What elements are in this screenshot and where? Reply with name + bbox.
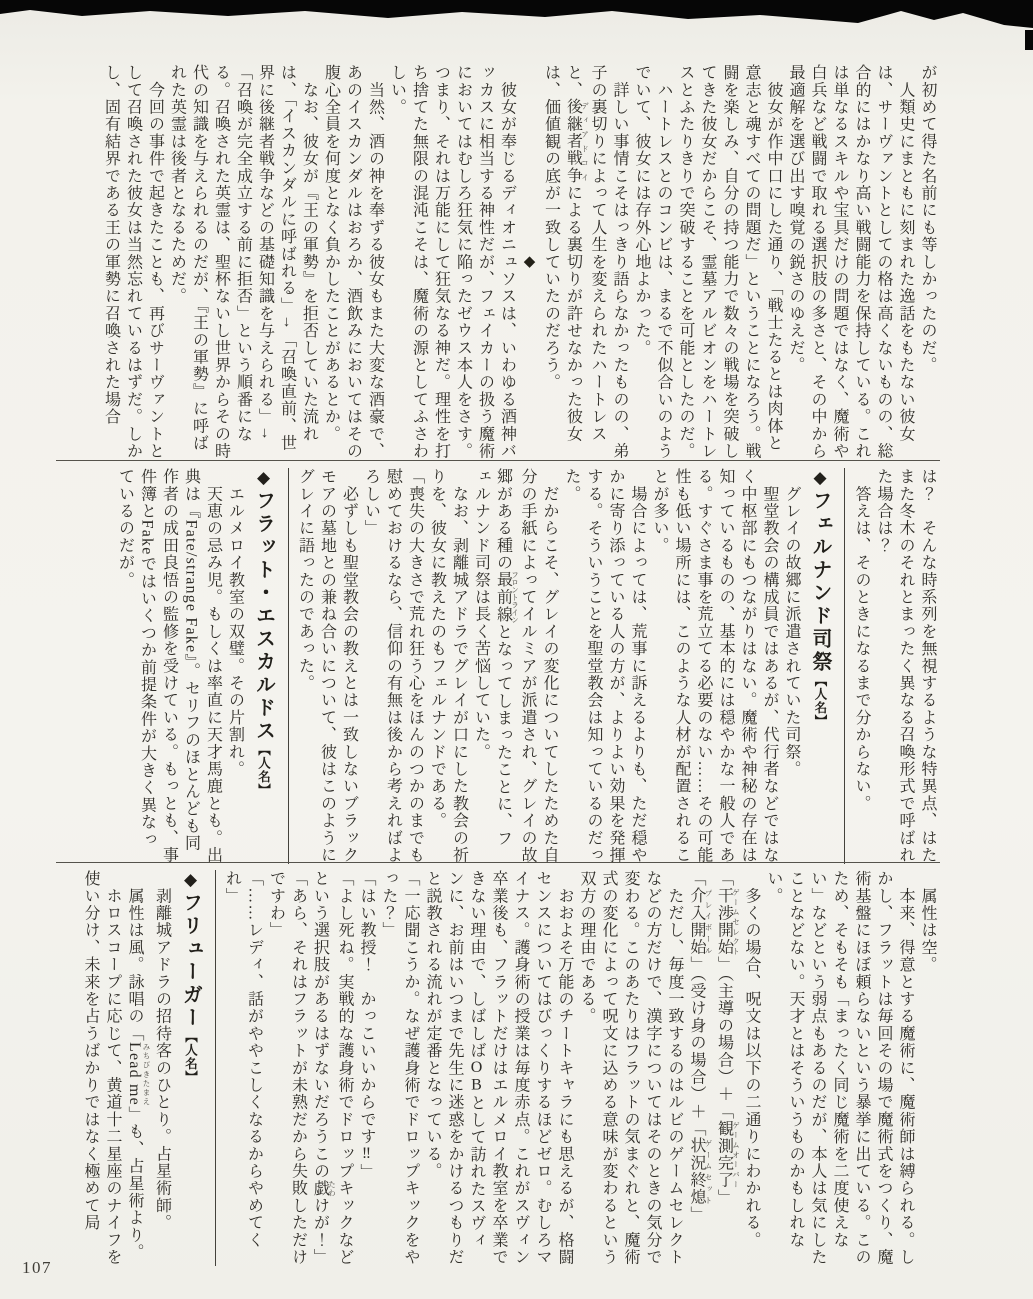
paragraph: ただし、毎度一致するのはルビのゲームセレクトなどの方だけで、漢字についてはそのときの気分で変わる。このあたりはフラットの気まぐれと、魔術式の変化によって呪文に込める意味が変わるという双方の理由である。 [578, 870, 683, 1266]
scan-artifact-top-edge [0, 0, 1033, 30]
entry-heading-fernand [807, 468, 845, 864]
paragraph: 彼女が奉じるディオニュソスは、いわゆる酒神バッカスに相当する神性だが、フェイカーの扱う魔術においてはむしろ狂気に陥ったゼウス本人をさす。つまり、それは万能にして狂気なる神だ。理性を打ち捨てた無限の混沌こそは、魔術の源としてふさわしい。 [388, 64, 516, 460]
paragraph: が初めて得た名前にも等しかったのだ。 [919, 64, 936, 374]
diamond-bullet-icon: ◆ [254, 468, 274, 490]
ruby-annotated-term: 後継者戦争 ディアドコイ [564, 98, 590, 185]
paragraph: 必ずしも聖堂教会の教えとは一致しないブラックモアの墓地との兼ね合いについて、彼はこのようにグレイに語ったのであった。 [296, 468, 358, 864]
text-section-bottom [52, 870, 938, 1266]
upright-latin-text: OB [468, 1059, 485, 1095]
entry-heading-flat [251, 468, 289, 864]
paragraph: 「介入開始 プレイボール」（受け身の場合）＋「状況終熄 ゲームセット」 [688, 870, 713, 1224]
entry-title: フェルナンド司祭 [809, 490, 831, 674]
entry-title: フラット・エスカルドス [252, 490, 275, 743]
paragraph: グレイの故郷に派遣されていた司祭。 [783, 468, 800, 778]
paragraph: 「干渉開始 ゲームセレクト」（主導の場合）＋「観測完了 ゲームオーバー」 [715, 870, 741, 1207]
diamond-bullet-icon: ◆ [181, 870, 201, 892]
section-divider-line-1 [56, 460, 940, 461]
paragraph: なお、彼女が『王の軍勢』を拒否していた流れは、「イスカンダルに呼ばれる」↓「召喚直前、世界に後継者戦争などの基礎知識を与えられる」↓「召喚が完全成立する前に拒否」という順番になる。召喚された英霊は、聖杯ないし世界からその時代の知識を与えられるのだが、『王の軍勢』に呼ばれた英霊は後者となるためだ。 [168, 64, 318, 460]
paragraph: 彼女が作中口にした通り、「戦士たるとは肉体と意志と魂すべての問題だ」ということになろう。戦闘を楽しみ、自分の持つ能力で数々の戦場を突破してきた彼女だからこそ、霊墓アルビオンをハートレスとふたりきりで突破することを可能としたのだ。 [677, 64, 782, 460]
paragraph: だからこそ、グレイの変化についてしたためた自分の手紙によってイルミアが派遣され、グレイの故郷がある種の最前線 フロントラインとなってしまったことに、フェルナンド司祭は長く苦悩していた。 [472, 468, 558, 864]
entry-category-tag: 【人名】 [813, 674, 827, 728]
paragraph: ホロスコープに応じて、黄道十二星座のナイフを使い分け、未来を占うばかりではなく極めて局 [82, 870, 121, 1266]
section-divider-line-2 [56, 862, 940, 863]
paragraph: 属性は空。 [919, 870, 936, 974]
paragraph: エルメロイ教室の双璧。その片割れ。 [226, 468, 244, 778]
paragraph: 聖堂教会の構成員ではあるが、代行者などではなく中枢部にもつながりはない。魔術や神秘の存在は知っているものの、基本的には穏やかな一般人である。すぐさま事を荒立てる必要のない……その可能性も低い場所には、このような人材が配置されることが多い。 [651, 468, 778, 864]
page-number: 107 [22, 1258, 52, 1277]
text-section-top [52, 64, 938, 460]
paragraph: 「喪失の大きさで荒れ狂う心をほんのつかのまでも慰めておけるなら、信仰の有無は後から考えればよろしい」 [362, 468, 424, 864]
paragraph: 本来、得意とする魔術に、魔術師は縛られる。しかし、フラットは毎回その場で魔術式をつくり、魔術基盤にほぼ頼らないという暴挙に出ている。このため、そもそも「まったく同じ魔術を二度使えない」などという弱点もあるのだが、本人は気にしたことなどない。天才とはそういうものかもしれない。 [765, 870, 914, 1266]
down-arrow-icon: ↓ [256, 425, 273, 443]
ruby-annotated-term: 最前線 フロントライン [494, 571, 520, 624]
diamond-icon: ◆ [520, 252, 537, 272]
entry-heading-flueger [178, 870, 216, 1266]
ruby-annotated-term: 干渉開始 ゲームセレクト [715, 887, 741, 957]
paragraph: 当然、酒の神を奉ずる彼女もまた大変な酒豪で、あのイスカンダルはおろか、酒飲みにおいてはその腹心全員を何度となく負かしたことがあるとか。 [322, 64, 384, 460]
paragraph: おおよそ万能のチートキャラにも思えるが、格闘センスについてはびっくりするほどゼロ。むしろマイナス。護身術の授業は毎度赤点。これがスヴィン卒業後も、フラットだけはエルメロイ教室を卒業できない理由で、しばしばOBとして訪れたスヴィンに、お前はいつまで先生に迷惑をかけるつもりだと説教される流れが定番となっている。 [424, 870, 573, 1266]
paragraph: 剥離城アドラの招待客のひとり。占星術師。 [153, 870, 171, 1232]
diamond-bullet-icon: ◆ [811, 468, 830, 490]
ruby-annotated-term: 状況終熄 ゲームセット [688, 1137, 713, 1207]
scan-artifact-right-tick [1025, 30, 1033, 50]
text-section-middle [52, 468, 938, 864]
paragraph: 多くの場合、呪文は以下の二通りにわかれる。 [743, 870, 760, 1249]
paragraph-divider [518, 64, 540, 460]
down-arrow-icon: ↓ [278, 314, 295, 332]
paragraph: 詳しい事情こそはっきり語らなかったものの、弟子の裏切りによって人生を変えられたハートレスと、後継者戦争 ディアドコイによる裏切りが許せなかった彼女は、価値観の底が一致していたのだろう。 [542, 64, 628, 460]
ruby-annotated-term: 戯 たわ [311, 1179, 337, 1197]
ruby-annotated-term: Lead me みちびきたまえ [126, 1042, 151, 1106]
entry-category-tag: 【人名】 [256, 743, 271, 797]
paragraph: 今回の事件で起きたことも、再びサーヴァントとして召喚された彼女は当然忘れているはずだ。しかし、固有結界である王の軍勢に召喚された場合 [102, 64, 164, 460]
ruby-annotated-term: 観測完了 ゲームオーバー [715, 1120, 741, 1189]
paragraph: 「よし死ね。実戦的な護身術でドロップキックなどという選択肢があるはずないだろうこの戯 たわけが！」 [311, 870, 353, 1266]
paragraph: 「はい教授！ かっこいいからです‼」 [358, 870, 375, 1181]
paragraph: 属性は風。詠唱の「Lead me みちびきたまえ」も、占星術より。 [126, 870, 151, 1261]
paragraph: 「一応聞こうか。なぜ護身術でドロップキックをやった？」 [380, 870, 419, 1266]
paragraph: 答えは、そのときになるまで分からない。 [853, 468, 870, 812]
paragraph: 場合によっては、荒事に訴えるよりも、ただ穏やかに寄り添っている人の方が、よりよい効果を発揮する。そういうことを聖堂教会は知っているのだった。 [563, 468, 646, 864]
paragraph: 天恵の忌み児。もしくは率直に天才馬鹿とも。出典は『Fate/strange Fake』。セリフのほとんども同作者の成田良悟の監修を受けている。もっとも、事件簿とFakeではいくつか前提条件が大きく異なっているのだが。 [116, 468, 222, 864]
paragraph: 「……レディ、話がややこしくなるからやめてくれ」 [223, 870, 263, 1249]
paragraph: 「あら、それはフラットが未熟だから失敗しただけですわ」 [267, 870, 307, 1266]
paragraph: 人類史にまともに刻まれた逸話をもたない彼女は、サーヴァントとしての格は高くないものの、総合的にはかなり高い戦闘能力を保持している。これは単なるスキルや宝具だけの問題ではなく、魔術や白兵など戦闘で取れる選択肢の多さと、その中から最適解を選び出す嗅覚の鋭さのゆえだ。 [787, 64, 914, 460]
ruby-annotated-term: 介入開始 プレイボール [688, 887, 713, 957]
entry-category-tag: 【人名】 [183, 1030, 198, 1084]
entry-title: フリューガー [179, 892, 202, 1030]
paragraph: は？ そんな時系列を無視するような特異点、はたまた冬木のそれとまったく異なる召喚形式で呼ばれた場合は？ [875, 468, 936, 864]
paragraph: なお、剥離城アドラでグレイが口にした教会の祈りを、彼女に教えたのもフェルナンドである。 [428, 468, 468, 864]
paragraph: ハートレスとのコンビは、まるで不似合いのようでいて、彼女には存外心地よかった。 [633, 64, 672, 460]
